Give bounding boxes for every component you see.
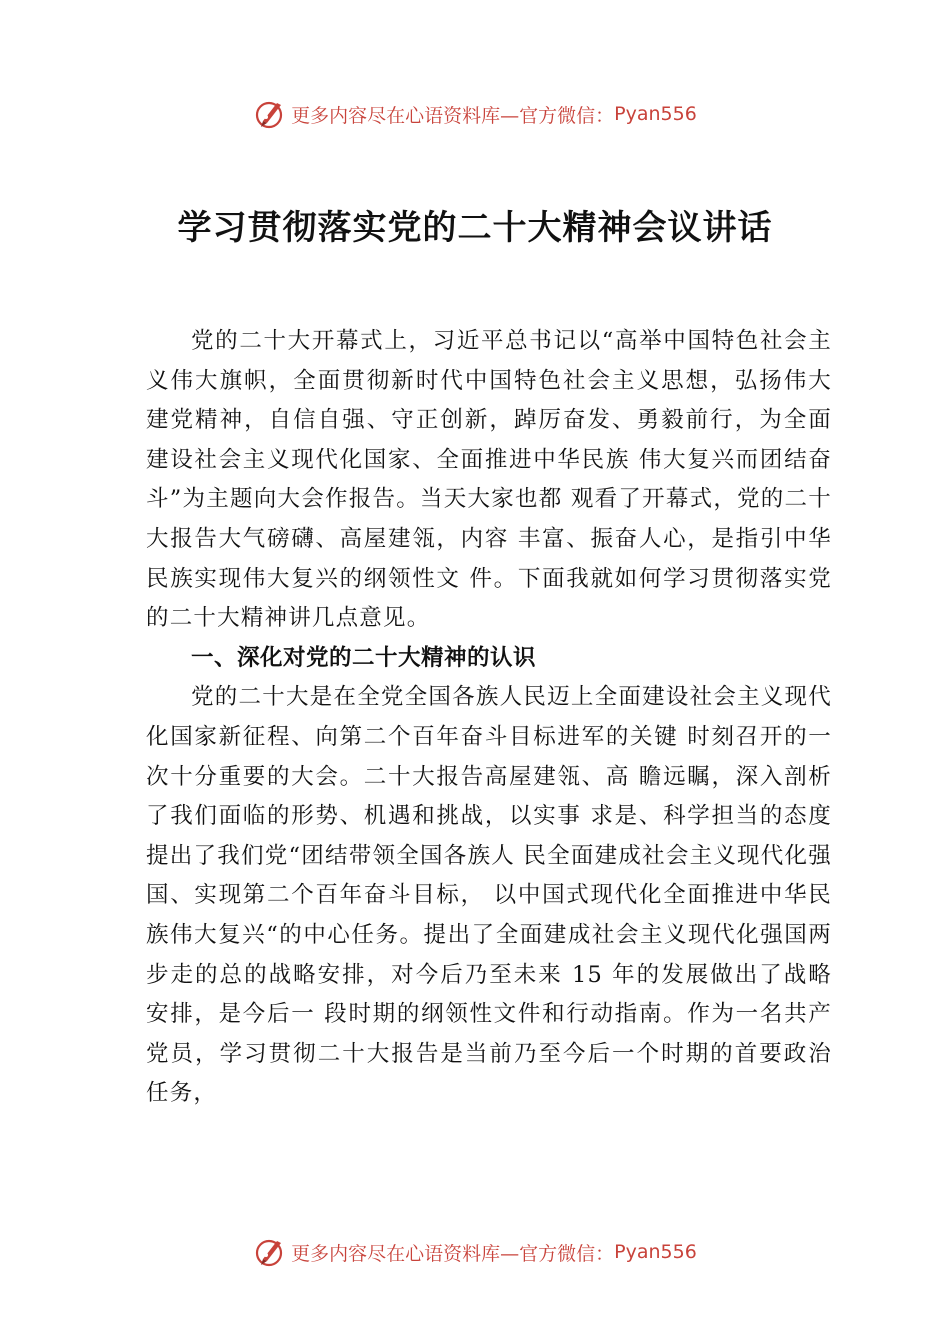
watermark-text: 更多内容尽在心语资料库—官方微信： (291, 104, 615, 127)
document-title: 学习贯彻落实党的二十大精神会议讲话 (177, 208, 773, 248)
document-body (146, 322, 832, 1114)
header-watermark (0, 94, 950, 134)
watermark-text: 更多内容尽在心语资料库—官方微信： (291, 1242, 615, 1265)
footer-watermark (0, 1232, 950, 1272)
watermark-wechat-id: Pyan556 (614, 103, 697, 125)
watermark-wechat-id: Pyan556 (614, 1241, 697, 1263)
section-heading: 一、深化对党的二十大精神的认识 (191, 644, 537, 671)
intro-paragraph: 党的二十大开幕式上，习近平总书记以“高举中国特色社会主义伟大旗帜，全面贯彻新时代中国特色社会主义思想，弘扬伟大建党精神，自信自强、守正创新，踔厉奋发、勇毅前行，为全面建设社会主义现代化国家、全面推进中华民族 伟大复兴而团结奋斗”为主题向大会作报告。当天大家也都 观看了开幕式，党的二十大报告大气磅礴、高屋建瓴，内容 丰富、振奋人心，是指引中华民族实现伟大复兴的纲领性文 件。下面我就如何学习贯彻落实党的二十大精神讲几点意见。 (146, 328, 832, 632)
section-paragraph: 党的二十大是在全党全国各族人民迈上全面建设社会主义现代化国家新征程、向第二个百年奋斗目标进军的关键 时刻召开的一次十分重要的大会。二十大报告高屋建瓴、高 瞻远瞩，深入剖析了我们面临的形势、机遇和挑战，以实事 求是、科学担当的态度提出了我们党“团结带领全国各族人 民全面建成社会主义现代化强国、实现第二个百年奋斗目标， 以中国式现代化全面推进中华民族伟大复兴“的中心任务。提出了全面建成社会主义现代化强国两步走的总的战略安排，对今后乃至未来 15 年的发展做出了战略安排，是今后一 段时期的纲领性文件和行动指南。作为一名共产党员，学习贯彻二十大报告是当前乃至今后一个时期的首要政治任务， (146, 684, 832, 1107)
quill-pen-logo-icon (253, 97, 287, 131)
quill-pen-logo-icon (253, 1235, 287, 1269)
